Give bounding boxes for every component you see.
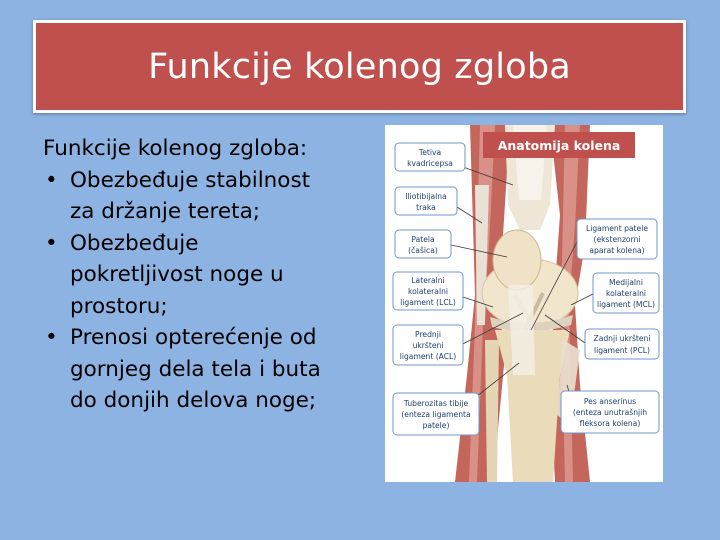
label-line: Lateralni — [411, 276, 445, 285]
label-line: kvadricepsa — [407, 159, 453, 168]
knee-anatomy-illustration — [385, 125, 663, 482]
label-ligament-patele — [577, 219, 657, 259]
label-line: Tuberozitas tibije — [403, 399, 469, 408]
label-line: Pes anserinus — [583, 397, 637, 406]
bullet-item — [43, 165, 353, 228]
label-line: Zadnji ukršteni — [593, 334, 651, 343]
label-acl — [393, 325, 463, 365]
label-line: Iliotibijalna — [405, 192, 447, 201]
slide-body — [43, 133, 353, 417]
label-line: fleksora kolena) — [579, 419, 641, 428]
knee-anatomy-figure — [385, 125, 663, 482]
intro-line: Funkcije kolenog zgloba: — [43, 136, 308, 161]
bullet-line: Obezbeđuje stabilnost — [70, 167, 311, 193]
label-line: ukršteni — [412, 341, 444, 350]
bullet-marker: • — [45, 230, 58, 256]
slide-title: Funkcije kolenog zgloba — [148, 46, 571, 87]
label-line: kolateralni — [606, 289, 646, 298]
label-line: traka — [416, 203, 436, 212]
label-line: ligament (PCL) — [593, 346, 651, 355]
label-tuberozitas-tibije — [393, 393, 479, 435]
bullet-line: prostoru; — [70, 293, 168, 319]
figure-title-badge — [483, 132, 635, 158]
figure-title: Anatomija kolena — [497, 138, 621, 153]
label-line: (ekstenzorni — [593, 235, 641, 244]
label-pes-anserinus — [561, 391, 659, 433]
bullet-list — [43, 165, 353, 417]
bullet-item — [43, 228, 353, 323]
label-line: Patela — [411, 235, 435, 244]
label-iliotibijalna-traka — [395, 187, 457, 215]
label-line: (čašica) — [408, 246, 438, 255]
bullet-line: pokretljivost noge u — [70, 262, 284, 287]
bullet-item — [43, 322, 353, 417]
bullet-marker: • — [45, 167, 58, 193]
label-line: kolateralni — [408, 287, 448, 296]
label-line: patele) — [422, 421, 450, 430]
label-lcl — [393, 272, 463, 310]
label-line: Prednji — [415, 330, 441, 339]
label-line: (enteza ligamenta — [401, 410, 471, 419]
label-line: Tetiva — [418, 148, 442, 157]
bullet-line: za držanje tereta; — [70, 199, 261, 224]
label-tetiva-kvadricepsa — [395, 143, 465, 171]
bullet-marker: • — [45, 325, 58, 350]
label-mcl — [593, 273, 659, 313]
label-line: ligament (ACL) — [399, 352, 457, 361]
label-patela — [395, 230, 451, 258]
label-line: aparat kolena) — [589, 246, 645, 255]
title-bar — [33, 20, 686, 113]
label-line: ligament (MCL) — [597, 300, 655, 309]
label-line: (enteza unutrašnjih — [572, 408, 648, 417]
label-pcl — [585, 329, 659, 359]
bullet-line: Obezbeđuje — [70, 230, 199, 256]
label-line: Medijalni — [609, 278, 643, 287]
label-line: Ligament patele — [586, 224, 648, 233]
label-line: ligament (LCL) — [400, 298, 456, 307]
bullet-line: gornjeg dela tela i buta — [70, 356, 321, 382]
bullet-line: Prenosi opterećenje od — [70, 325, 317, 350]
bullet-line: do donjih delova noge; — [70, 388, 317, 413]
